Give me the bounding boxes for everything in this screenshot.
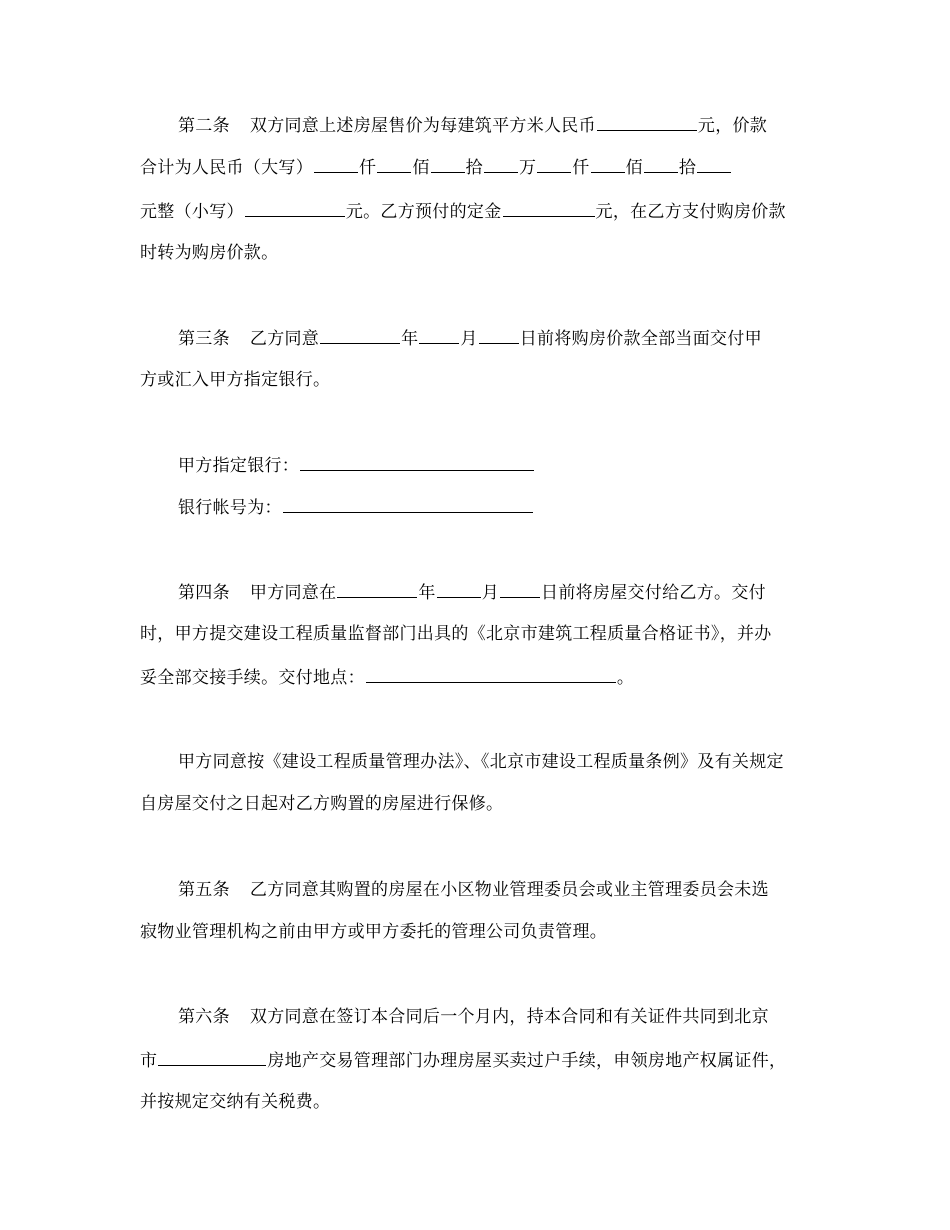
amount-wan-blank[interactable] [484, 152, 518, 173]
art3-title: 第三条 [178, 329, 230, 349]
art5-line1: 第五条 乙方同意其购置的房屋在小区物业管理委员会或业主管理委员会未选 [178, 880, 769, 900]
deposit-blank[interactable] [503, 196, 595, 217]
bank-line [178, 450, 535, 480]
amount-shi-wan-blank[interactable] [431, 152, 465, 173]
art6-line3: 并按规定交纳有关税费。 [140, 1092, 331, 1112]
account-line [178, 492, 534, 522]
price-per-sqm-blank[interactable] [597, 110, 697, 131]
art6-line2: 市 房地产交易管理部门办理房屋买卖过户手续，申领房地产权属证件， [140, 1045, 786, 1075]
art2-line4: 时转为购房价款。 [140, 243, 279, 263]
art4-line1: 第四条 甲方同意在 年 月 日前将房屋交付给乙方。交付 [178, 577, 766, 607]
delivery-year-blank[interactable] [337, 577, 417, 598]
pay-year-blank[interactable] [320, 323, 400, 344]
delivery-month-blank[interactable] [437, 577, 481, 598]
delivery-place-blank[interactable] [366, 662, 616, 683]
art2-title: 第二条 [178, 116, 230, 136]
amount-qian-wan-blank[interactable] [314, 152, 358, 173]
pay-day-blank[interactable] [479, 323, 519, 344]
art4-line2: 时，甲方提交建设工程质量监督部门出具的《北京市建筑工程质量合格证书》，并办 [140, 624, 772, 644]
amount-numeric-blank[interactable] [245, 196, 345, 217]
delivery-day-blank[interactable] [500, 577, 540, 598]
warranty-line1: 甲方同意按《建设工程质量管理办法》、《北京市建设工程质量条例》及有关规定 [178, 752, 784, 772]
amount-qian-blank[interactable] [537, 152, 571, 173]
account-label: 银行帐号为： [178, 498, 282, 518]
art4-title: 第四条 [178, 583, 230, 603]
amount-bai-blank[interactable] [591, 152, 625, 173]
art5-line2: 寂物业管理机构之前由甲方或甲方委托的管理公司负责管理。 [140, 922, 608, 942]
art6-line1: 第六条 双方同意在签订本合同后一个月内，持本合同和有关证件共同到北京 [178, 1007, 769, 1027]
art2-line3: 元整（小写） 元。乙方预付的定金 元，在乙方支付购房价款 [140, 196, 786, 226]
bank-name-blank[interactable] [300, 450, 534, 471]
bank-label: 甲方指定银行： [178, 456, 300, 476]
art6-title: 第六条 [178, 1007, 230, 1027]
amount-yuan-blank[interactable] [697, 152, 731, 173]
art4-line3: 妥全部交接手续。交付地点： 。 [140, 662, 634, 692]
amount-bai-wan-blank[interactable] [377, 152, 411, 173]
warranty-line2: 自房屋交付之日起对乙方购置的房屋进行保修。 [140, 794, 504, 814]
art2-line1: 第二条 双方同意上述房屋售价为每建筑平方米人民币 元，价款 [178, 110, 767, 140]
amount-shi-blank[interactable] [644, 152, 678, 173]
pay-month-blank[interactable] [419, 323, 459, 344]
district-blank[interactable] [158, 1045, 266, 1066]
account-number-blank[interactable] [283, 492, 533, 513]
art2-line2: 合计为人民币（大写） 仟 佰 拾 万 仟 佰 拾 [140, 152, 732, 182]
art5-title: 第五条 [178, 880, 230, 900]
art3-line2: 方或汇入甲方指定银行。 [140, 370, 331, 390]
art3-line1: 第三条 乙方同意 年 月 日前将购房价款全部当面交付甲 [178, 323, 762, 353]
